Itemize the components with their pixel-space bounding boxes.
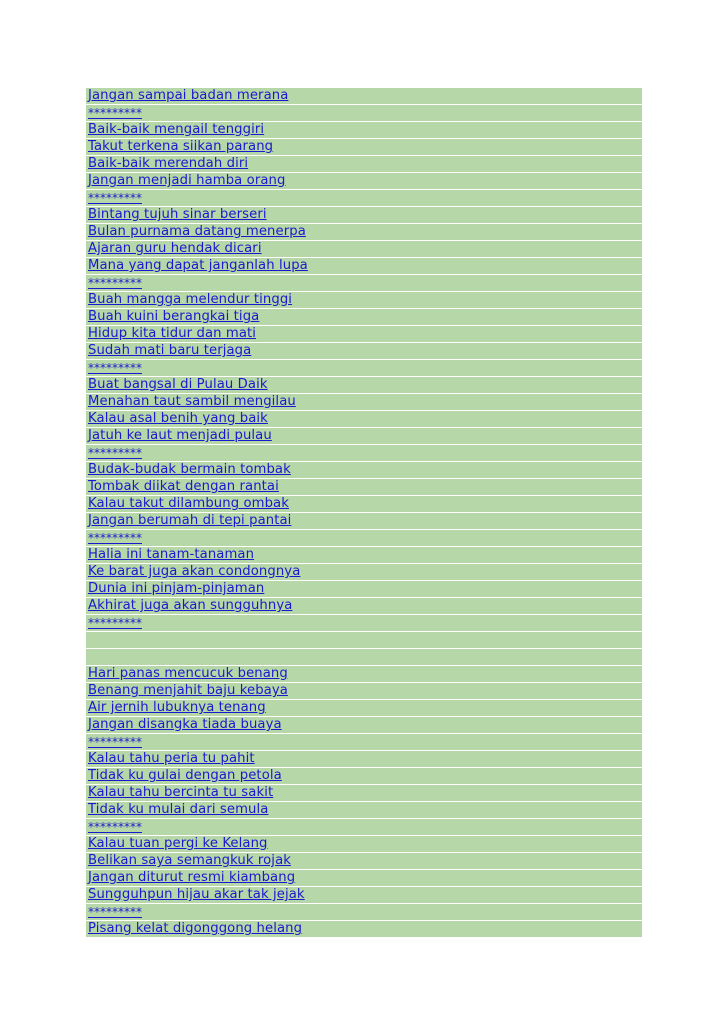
verse-link[interactable]: Ke barat juga akan condongnya [88,564,301,579]
verse-link[interactable]: Akhirat juga akan sungguhnya [88,598,293,613]
verse-row [86,836,642,853]
verse-row [86,870,642,887]
verse-row [86,394,642,411]
separator-row [86,445,642,462]
verse-row [86,207,642,224]
separator-link[interactable]: ********* [88,820,142,834]
verse-link[interactable]: Tidak ku gulai dengan petola [88,768,282,783]
verse-link[interactable]: Kalau tahu bercinta tu sakit [88,785,274,800]
verse-link[interactable]: Baik-baik mengail tenggiri [88,122,265,137]
verse-link[interactable]: Jangan diturut resmi kiambang [88,870,296,885]
verse-link[interactable]: Buah mangga melendur tinggi [88,292,293,307]
verse-row [86,258,642,275]
verse-link[interactable]: Sudah mati baru terjaga [88,343,252,358]
verse-row [86,479,642,496]
verse-row [86,802,642,819]
separator-link[interactable]: ********* [88,616,142,630]
verse-row [86,700,642,717]
separator-link[interactable]: ********* [88,735,142,749]
separator-link[interactable]: ********* [88,531,142,545]
verse-link[interactable]: Baik-baik merendah diri [88,156,249,171]
verse-row [86,88,642,105]
verse-row [86,547,642,564]
verse-row [86,683,642,700]
verse-row [86,309,642,326]
verse-row [86,462,642,479]
verse-link[interactable]: Jangan disangka tiada buaya [88,717,282,732]
verse-row [86,156,642,173]
verse-row [86,581,642,598]
verse-link[interactable]: Tombak diikat dengan rantai [88,479,279,494]
empty-row [86,649,642,666]
separator-row [86,615,642,632]
separator-row [86,190,642,207]
verse-link[interactable]: Buah kuini berangkai tiga [88,309,260,324]
verse-link[interactable]: Jangan sampai badan merana [88,88,289,103]
verse-row [86,598,642,615]
verse-row [86,768,642,785]
verse-row [86,887,642,904]
verse-link[interactable]: Budak-budak bermain tombak [88,462,291,477]
separator-link[interactable]: ********* [88,905,142,919]
verse-link[interactable]: Kalau tahu peria tu pahit [88,751,255,766]
verse-link[interactable]: Benang menjahit baju kebaya [88,683,288,698]
verse-row [86,564,642,581]
verse-row [86,666,642,683]
verse-row [86,326,642,343]
separator-link[interactable]: ********* [88,106,142,120]
verse-row [86,139,642,156]
verse-row [86,921,642,938]
verse-row [86,496,642,513]
verse-row [86,411,642,428]
verse-link[interactable]: Buat bangsal di Pulau Daik [88,377,268,392]
verse-link[interactable]: Mana yang dapat janganlah lupa [88,258,308,273]
verse-link[interactable]: Bulan purnama datang menerpa [88,224,306,239]
verse-row [86,377,642,394]
separator-row [86,105,642,122]
verse-link[interactable]: Jatuh ke laut menjadi pulau [88,428,272,443]
separator-row [86,819,642,836]
verse-link[interactable]: Ajaran guru hendak dicari [88,241,262,256]
verse-link[interactable]: Kalau takut dilambung ombak [88,496,289,511]
separator-row [86,275,642,292]
verse-link[interactable]: Jangan menjadi hamba orang [88,173,286,188]
verse-link[interactable]: Dunia ini pinjam-pinjaman [88,581,265,596]
verse-link[interactable]: Hidup kita tidur dan mati [88,326,257,341]
verse-row [86,785,642,802]
verse-link[interactable]: Jangan berumah di tepi pantai [88,513,292,528]
verse-row [86,292,642,309]
verse-row [86,428,642,445]
verse-link[interactable]: Tidak ku mulai dari semula [88,802,269,817]
verse-link[interactable]: Air jernih lubuknya tenang [88,700,266,715]
separator-link[interactable]: ********* [88,446,142,460]
separator-row [86,530,642,547]
verse-row [86,241,642,258]
separator-link[interactable]: ********* [88,361,142,375]
verse-row [86,122,642,139]
separator-row [86,734,642,751]
verse-row [86,853,642,870]
verse-link[interactable]: Bintang tujuh sinar berseri [88,207,267,222]
verse-link[interactable]: Kalau asal benih yang baik [88,411,268,426]
verse-row [86,717,642,734]
verse-link[interactable]: Menahan taut sambil mengilau [88,394,296,409]
verse-link[interactable]: Halia ini tanam-tanaman [88,547,255,562]
verse-link[interactable]: Pisang kelat digonggong helang [88,921,303,936]
verse-link[interactable]: Takut terkena siikan parang [88,139,274,154]
verse-link[interactable]: Hari panas mencucuk benang [88,666,288,681]
verse-link[interactable]: Belikan saya semangkuk rojak [88,853,291,868]
separator-row [86,360,642,377]
separator-link[interactable]: ********* [88,191,142,205]
verse-row [86,751,642,768]
pantun-table [86,88,642,938]
verse-row [86,343,642,360]
verse-row [86,513,642,530]
verse-row [86,224,642,241]
verse-row [86,173,642,190]
empty-row [86,632,642,649]
verse-link[interactable]: Sungguhpun hijau akar tak jejak [88,887,305,902]
separator-link[interactable]: ********* [88,276,142,290]
verse-link[interactable]: Kalau tuan pergi ke Kelang [88,836,268,851]
separator-row [86,904,642,921]
